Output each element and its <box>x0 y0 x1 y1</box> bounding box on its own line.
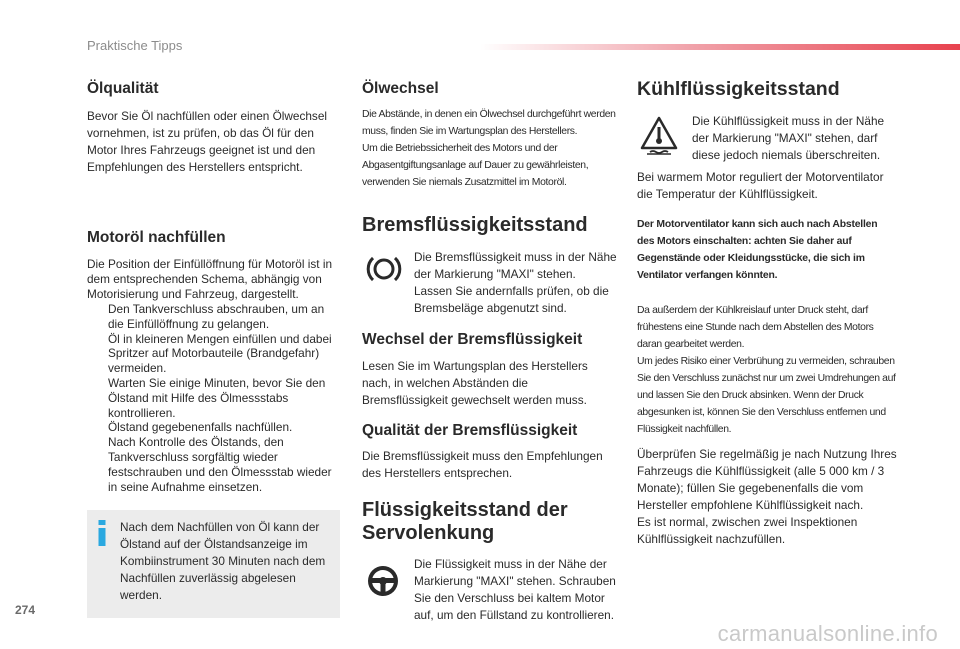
brake-warning-icon <box>365 254 403 284</box>
list-item: Den Tankverschluss abschrauben, um an die Einfüllöffnung zu gelangen. <box>108 302 325 331</box>
list-item: Öl in kleineren Mengen einfüllen und dabei Spritzer auf Motorbauteile (Brandgefahr) vermeiden. <box>108 331 332 376</box>
steering-wheel-icon <box>366 564 400 598</box>
info-box-oil-level <box>87 510 340 618</box>
header-accent-bar <box>480 44 960 50</box>
list-item: Ölstand gegebenenfalls nachfüllen. <box>108 420 293 435</box>
brake-fluid-quality-text: Die Bremsflüssigkeit muss den Empfehlungen des Herstellers entsprechen. <box>362 449 603 480</box>
oil-quality-text: Bevor Sie Öl nachfüllen oder einen Ölwechsel vornehmen, ist zu prüfen, ob das Öl für den Motor Ihres Fahrzeugs geeignet ist und den Empfehlungen des Herstellers entspricht. <box>87 109 328 174</box>
column-right <box>637 70 897 548</box>
coolant-refill-normal-text: Es ist normal, zwischen zwei Inspektionen Kühlflüssigkeit nachzufüllen. <box>637 515 858 546</box>
engine-oil-refill-steps <box>87 302 342 494</box>
coolant-level-icon-text: Die Kühlflüssigkeit muss in der Nähe der Markierung "MAXI" stehen, darf diese jedoch niemals überschreiten. <box>692 114 885 162</box>
heading-coolant-level: Kühlflüssigkeitsstand <box>637 78 840 100</box>
heading-brake-fluid-quality: Qualität der Bremsflüssigkeit <box>362 422 578 439</box>
info-icon <box>97 520 107 546</box>
coolant-pressure-text: Da außerdem der Kühlkreislauf unter Druck steht, darf frühestens eine Stunde nach dem Abstellen des Motors daran gearbeitet werden. <box>637 305 874 350</box>
list-item: Warten Sie einige Minuten, bevor Sie den Ölstand mit Hilfe des Ölmessstabs kontrollieren. <box>108 375 326 420</box>
coolant-scald-text: Um jedes Risiko einer Verbrühung zu vermeiden, schrauben Sie den Verschluss zunächst nur um zwei Umdrehungen auf und lassen Sie den Druck absinken. Wenn der Druck abgesunken ist, können Sie den Verschluss entfernen und Flüssigkeit nachfüllen. <box>637 356 896 435</box>
brake-fluid-change-text: Lesen Sie im Wartungsplan des Herstellers nach, in welchen Abständen die Bremsflüssigkeit gewechselt werden muss. <box>362 359 588 407</box>
column-left <box>87 70 342 618</box>
page-number: 274 <box>15 603 36 617</box>
info-box-text: Nach dem Nachfüllen von Öl kann der Ölstand auf der Ölstandsanzeige im Kombiinstrument 30 Minuten nach dem Nachfüllen zuverlässig abgelesen werden. <box>120 520 326 603</box>
heading-power-steering: Flüssigkeitsstand der Servolenkung <box>362 499 568 544</box>
watermark: carmanualsonline.info <box>717 621 938 646</box>
heading-oil-quality: Ölqualität <box>87 80 159 97</box>
power-steering-text: Die Flüssigkeit muss in der Nähe der Markierung "MAXI" stehen. Schrauben Sie den Verschluss bei kaltem Motor auf, um den Füllstand zu kontrollieren. <box>414 557 616 622</box>
heading-brake-fluid-change: Wechsel der Bremsflüssigkeit <box>362 331 583 348</box>
engine-oil-refill-intro: Die Position der Einfüllöffnung für Motoröl ist in dem entsprechenden Schema, abhängig von Motorisierung und Fahrzeug, dargestellt. <box>87 257 333 301</box>
coolant-fan-warning: Der Motorventilator kann sich auch nach Abstellen des Motors einschalten: achten Sie daher auf Gegenstände oder Kleidungsstücke, die sich im Ventilator verfangen könnten. <box>637 219 878 281</box>
list-item: Nach Kontrolle des Ölstands, den Tankverschluss sorgfältig wieder festschrauben und den Ölmessstab wieder in seine Aufnahme einsetzen. <box>108 435 332 494</box>
oil-change-text-2: Um die Betriebssicherheit des Motors und der Abgasentgiftungsanlage auf Dauer zu gewährleisten, verwenden Sie niemals Zusatzmittel im Motoröl. <box>362 143 589 188</box>
heading-brake-fluid-level: Bremsflüssigkeitsstand <box>362 214 588 236</box>
brake-fluid-level-text: Die Bremsflüssigkeit muss in der Nähe der Markierung "MAXI" stehen. Lassen Sie andernfalls prüfen, ob die Bremsbeläge abgenutzt sind. <box>414 250 617 315</box>
coolant-check-text: Überprüfen Sie regelmäßig je nach Nutzung Ihres Fahrzeugs die Kühlflüssigkeit (alle 5 000 km / 3 Monate); füllen Sie gegebenenfalls die vom Hersteller empfohlene Kühlflüssigkeit nach. <box>637 447 897 512</box>
oil-change-text-1: Die Abstände, in denen ein Ölwechsel durchgeführt werden muss, finden Sie im Wartungsplan des Herstellers. <box>362 109 616 137</box>
heading-engine-oil-refill: Motoröl nachfüllen <box>87 229 226 246</box>
brake-fluid-row <box>362 249 617 317</box>
heading-oil-change: Ölwechsel <box>362 80 439 97</box>
coolant-temperature-warning-icon <box>639 115 679 155</box>
coolant-fan-text: Bei warmem Motor reguliert der Motorventilator die Temperatur der Kühlflüssigkeit. <box>637 170 884 201</box>
power-steering-row <box>362 556 617 624</box>
coolant-row <box>637 113 897 164</box>
column-middle <box>362 70 617 624</box>
section-title: Praktische Tipps <box>87 38 183 53</box>
